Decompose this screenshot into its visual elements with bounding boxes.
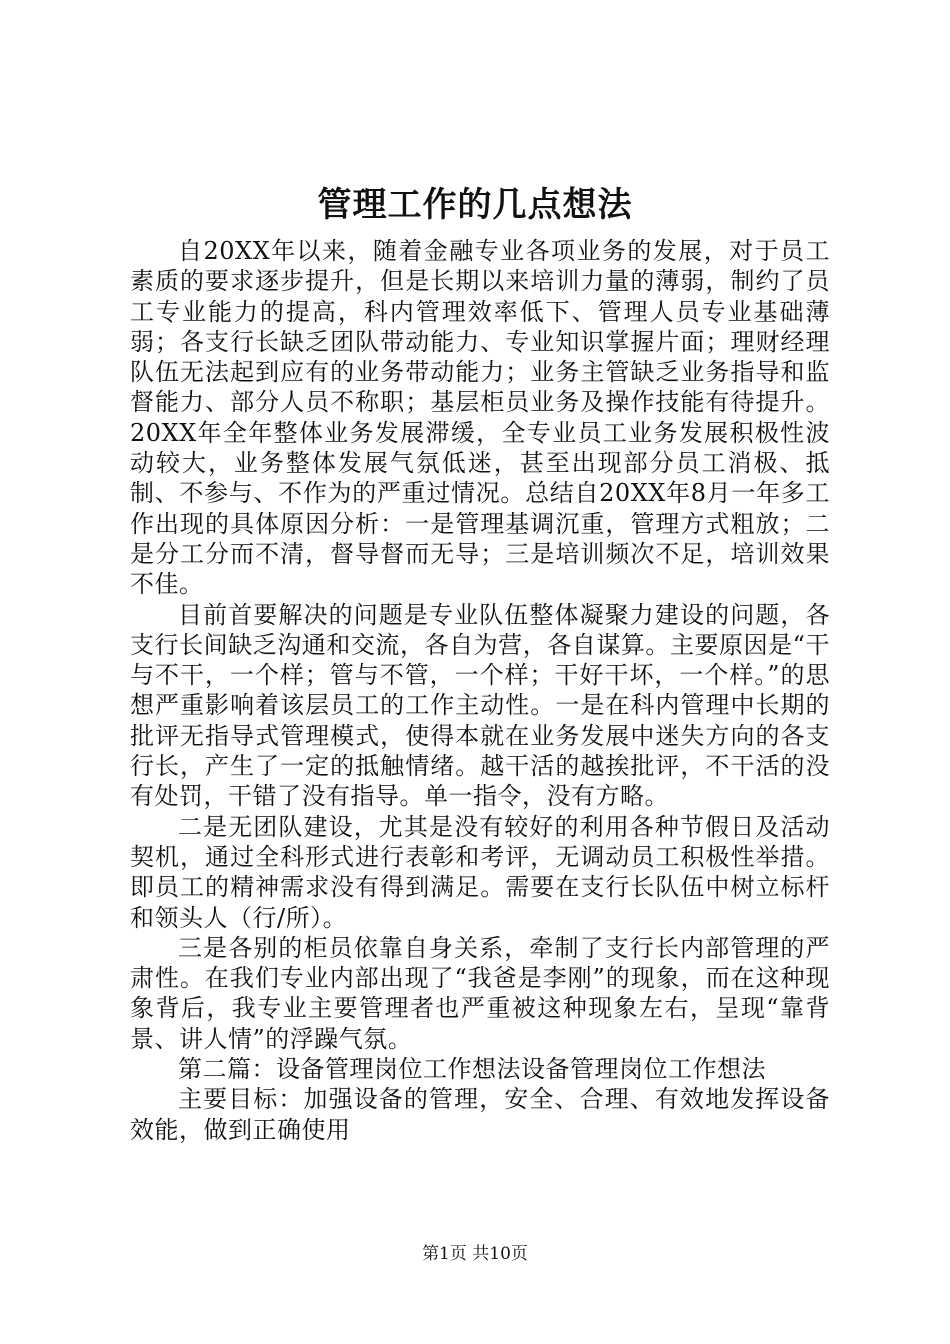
document-body xyxy=(130,236,830,1145)
paragraph-6: 主要目标：加强设备的管理，安全、合理、有效地发挥设备效能，做到正确使用 xyxy=(130,1085,830,1144)
paragraph-1: 自20XX年以来，随着金融专业各项业务的发展，对于员工素质的要求逐步提升，但是长期以来培训力量的薄弱，制约了员工专业能力的提高，科内管理效率低下、管理人员专业基础薄弱；各支行长缺乏团队带动能力、专业知识掌握片面；理财经理队伍无法起到应有的业务带动能力；业务主管缺乏业务指导和监督能力、部分人员不称职；基层柜员业务及操作技能有待提升。20XX年全年整体业务发展滞缓，全专业员工业务发展积极性波动较大，业务整体发展气氛低迷，甚至出现部分员工消极、抵制、不参与、不作为的严重过情况。总结自20XX年8月一年多工作出现的具体原因分析：一是管理基调沉重，管理方式粗放；二是分工分而不清，督导督而无导；三是培训频次不足，培训效果不佳。 xyxy=(130,237,830,599)
paragraph-3: 二是无团队建设，尤其是没有较好的利用各种节假日及活动契机，通过全科形式进行表彰和考评，无调动员工积极性举措。即员工的精神需求没有得到满足。需要在支行长队伍中树立标杆和领头人（行/所）。 xyxy=(130,812,830,932)
paragraph-2: 目前首要解决的问题是专业队伍整体凝聚力建设的问题，各支行长间缺乏沟通和交流，各自为营，各自谋算。主要原因是“干与不干，一个样；管与不管，一个样；干好干坏，一个样。”的思想严重影响着该层员工的工作主动性。一是在科内管理中长期的批评无指导式管理模式，使得本就在业务发展中迷失方向的各支行长，产生了一定的抵触情绪。越干活的越挨批评，不干活的没有处罚，干错了没有指导。单一指令，没有方略。 xyxy=(130,600,830,811)
document-title: 管理工作的几点想法 xyxy=(317,185,633,225)
paragraph-4: 三是各别的柜员依靠自身关系，牵制了支行长内部管理的严肃性。在我们专业内部出现了“我爸是李刚”的现象，而在这种现象背后，我专业主要管理者也严重被这种现象左右，呈现“靠背景、讲人情”的浮躁气氛。 xyxy=(130,933,830,1053)
page-number-footer: 第1页 共10页 xyxy=(422,1244,528,1264)
paragraph-5: 第二篇：设备管理岗位工作想法设备管理岗位工作想法 xyxy=(178,1055,766,1084)
